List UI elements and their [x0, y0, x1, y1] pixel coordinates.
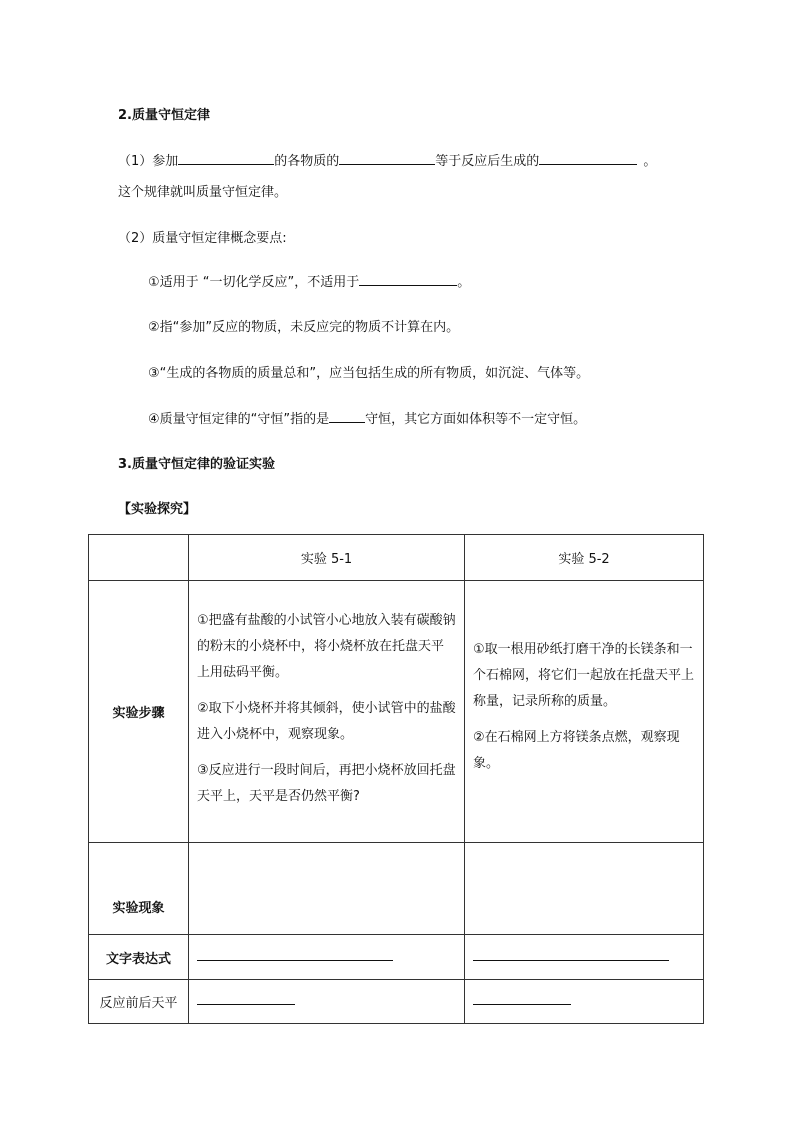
exp1-expression-cell: [189, 935, 465, 980]
item-1-text-c: 等于反应后生成的: [435, 154, 540, 169]
exp2-expression-cell: [465, 935, 704, 980]
balance-row-label: 反应前后天平: [89, 980, 189, 1024]
item-1-text-a: （1）参加: [118, 154, 179, 169]
exp2-phenomena-cell: [465, 843, 704, 935]
point-1: [148, 271, 470, 290]
point-1-end: 。: [457, 275, 471, 290]
point-1-text: ①适用于 “一切化学反应”，不适用于: [148, 275, 360, 290]
experiment-table: [88, 534, 704, 1024]
exp2-steps-cell: [465, 581, 704, 843]
exp1-step-2: ②取下小烧杯并将其倾斜，使小试管中的盐酸进入小烧杯中，观察现象。: [197, 700, 456, 742]
steps-row-label: 实验步骤: [89, 581, 189, 843]
blank-2: [339, 150, 435, 165]
header-experiment-5-1: 实验 5-1: [189, 535, 465, 581]
exp2-step-1: ①取一根用砂纸打磨干净的长镁条和一个石棉网，将它们一起放在托盘天平上称量，记录所称的质量。: [473, 641, 695, 709]
blank-1: [178, 150, 274, 165]
section-3-heading: 3.质量守恒定律的验证实验: [118, 457, 275, 472]
item-1-end: 。: [643, 154, 657, 169]
steps-row: [89, 581, 704, 843]
exp1-phenomena-cell: [189, 843, 465, 935]
header-experiment-5-2: 实验 5-2: [465, 535, 704, 581]
item-2: （2）质量守恒定律概念要点:: [118, 231, 287, 246]
exp2-balance-blank: [473, 1004, 571, 1005]
header-empty-cell: [89, 535, 189, 581]
exp2-step-2: ②在石棉网上方将镁条点燃，观察现象。: [473, 729, 680, 771]
expression-row-label: 文字表达式: [89, 935, 189, 980]
phenomena-row: [89, 843, 704, 935]
exp1-steps-cell: [189, 581, 465, 843]
phenomena-row-label: 实验现象: [89, 843, 189, 935]
point-4-text-b: 守恒，其它方面如体积等不一定守恒。: [365, 412, 587, 427]
exp1-balance-blank: [197, 1004, 295, 1005]
exp1-step-1: ①把盛有盐酸的小试管小心地放入装有碳酸钠的粉末的小烧杯中，将小烧杯放在托盘天平上用砝码平衡。: [197, 612, 456, 680]
exp2-expression-blank: [473, 960, 669, 961]
item-1-line: [118, 150, 656, 169]
section-2-heading: 2.质量守恒定律: [118, 108, 210, 123]
item-1-line-2: 这个规律就叫质量守恒定律。: [118, 185, 288, 200]
point-4: [148, 408, 586, 427]
exp2-balance-cell: [465, 980, 704, 1024]
exp1-expression-blank: [197, 960, 393, 961]
blank-4: [359, 271, 457, 286]
blank-3: [539, 150, 637, 165]
expression-row: [89, 935, 704, 980]
blank-5: [329, 408, 365, 423]
balance-row: [89, 980, 704, 1024]
point-3: ③“生成的各物质的质量总和”，应当包括生成的所有物质，如沉淀、气体等。: [148, 366, 590, 381]
experiment-inquiry-heading: 【实验探究】: [118, 502, 197, 517]
item-1-text-b: 的各物质的: [274, 154, 340, 169]
table-header-row: [89, 535, 704, 581]
exp1-step-3: ③反应进行一段时间后，再把小烧杯放回托盘天平上，天平是否仍然平衡?: [197, 762, 456, 804]
point-2: ②指“参加”反应的物质，未反应完的物质不计算在内。: [148, 320, 460, 335]
exp1-balance-cell: [189, 980, 465, 1024]
point-4-text-a: ④质量守恒定律的“守恒”指的是: [148, 412, 330, 427]
